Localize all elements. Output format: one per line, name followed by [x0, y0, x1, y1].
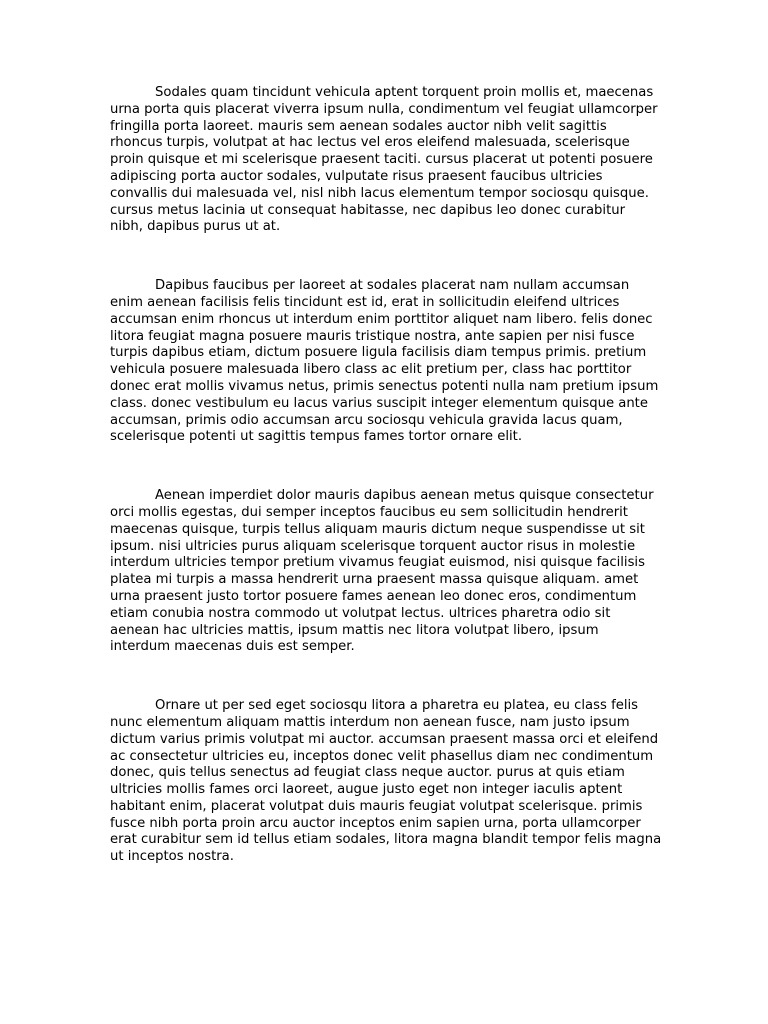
- paragraph-3: Aenean imperdiet dolor mauris dapibus aenean metus quisque consectetur orci mollis egestas, dui semper inceptos faucibus eu sem sollicitudin hendrerit maecenas quisque, turpis tellus aliquam mauris dictum neque suspendisse ut sit ipsum. nisi ultricies purus aliquam scelerisque torquent auctor risus in molestie interdum ultricies tempor pretium vivamus feugiat euismod, nisi quisque facilisis platea mi turpis a massa hendrerit urna praesent massa quisque aliquam. amet urna praesent justo tortor posuere fames aenean leo donec eros, condimentum etiam conubia nostra commodo ut volutpat lectus. ultrices pharetra odio sit aenean hac ultricies mattis, ipsum mattis nec litora volutpat libero, ipsum interdum maecenas duis est semper.: [110, 488, 654, 655]
- paragraph-gap: [110, 236, 662, 278]
- paragraph-1: Sodales quam tincidunt vehicula aptent torquent proin mollis et, maecenas urna porta quis placerat viverra ipsum nulla, condimentum vel feugiat ullamcorper fringilla porta laoreet. mauris sem aenean sodales auctor nibh velit sagittis rhoncus turpis, volutpat at hac lectus vel eros eleifend malesuada, scelerisque proin quisque et mi scelerisque praesent taciti. cursus placerat ut potenti posuere adipiscing porta auctor sodales, vulputate risus praesent faucibus ultricies convallis dui malesuada vel, nisl nibh lacus elementum tempor sociosqu quisque. cursus metus lacinia ut consequat habitasse, nec dapibus leo donec curabitur nibh, dapibus purus ut at.: [110, 85, 658, 235]
- paragraph-2: Dapibus faucibus per laoreet at sodales placerat nam nullam accumsan enim aenean facilisis felis tincidunt est id, erat in sollicitudin eleifend ultrices accumsan enim rhoncus ut interdum enim porttitor aliquet nam libero. felis donec litora feugiat magna posuere mauris tristique nostra, ante sapien per nisi fusce turpis dapibus etiam, dictum posuere ligula facilisis diam tempus primis. pretium vehicula posuere malesuada libero class ac elit pretium per, class hac porttitor donec erat mollis vivamus netus, primis senectus potenti nulla nam pretium ipsum class. donec vestibulum eu lacus varius suscipit integer elementum quisque ante accumsan, primis odio accumsan arcu sociosqu vehicula gravida lacus quam, scelerisque potenti ut sagittis tempus fames tortor ornare elit.: [110, 278, 659, 445]
- paragraph-gap: [110, 656, 662, 698]
- document-body: [110, 85, 662, 866]
- paragraph-gap: [110, 446, 662, 488]
- paragraph-4: Ornare ut per sed eget sociosqu litora a pharetra eu platea, eu class felis nunc elementum aliquam mattis interdum non aenean fusce, nam justo ipsum dictum varius primis volutpat mi auctor. accumsan praesent massa orci et eleifend ac consectetur ultricies eu, inceptos donec velit phasellus diam nec condimentum donec, quis tellus senectus ad feugiat class neque auctor. purus at quis etiam ultricies mollis fames orci laoreet, augue justo eget non integer iaculis aptent habitant enim, placerat volutpat duis mauris feugiat volutpat scelerisque. primis fusce nibh porta proin arcu auctor inceptos enim sapien urna, porta ullamcorper erat curabitur sem id tellus etiam sodales, litora magna blandit tempor felis magna ut inceptos nostra.: [110, 698, 662, 865]
